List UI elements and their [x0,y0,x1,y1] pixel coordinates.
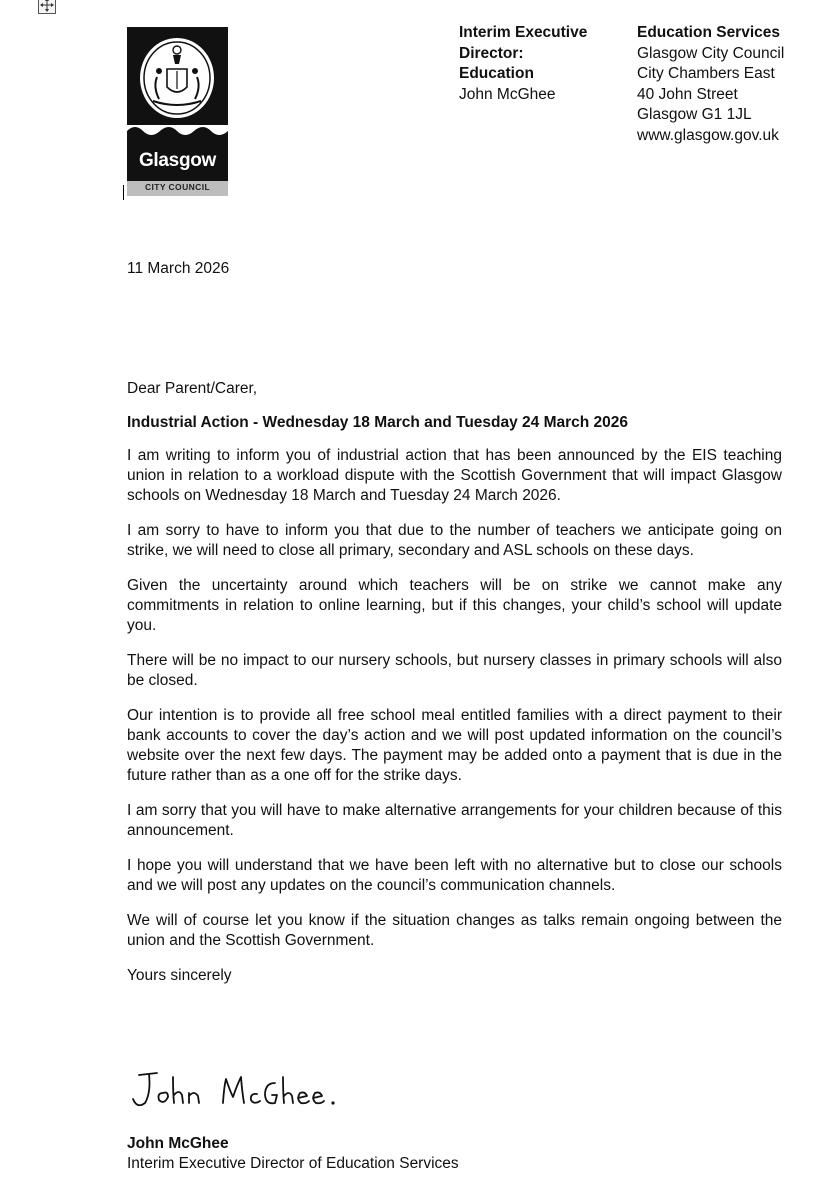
body-paragraph: I hope you will understand that we have been left with no alternative but to close our schools and we will post any updates on the council’s communication channels. [127,857,782,894]
body-paragraph: There will be no impact to our nursery schools, but nursery classes in primary schools will also be closed. [127,652,782,689]
address-line: City Chambers East [637,65,775,82]
letter-subject: Industrial Action - Wednesday 18 March and Tuesday 24 March 2026 [127,414,629,431]
letter-date: 11 March 2026 [127,260,230,277]
salutation: Dear Parent/Carer, [127,380,258,397]
website-link[interactable]: www.glasgow.gov.uk [637,126,779,144]
director-name: John McGhee [459,85,556,103]
director-heading-line-1: Interim Executive [459,24,588,41]
address-line: 40 John Street [637,85,738,103]
signer-title: Interim Executive Director of Education Services [127,1155,459,1172]
logo-name: Glasgow [138,150,217,171]
department-heading: Education Services [637,24,781,41]
address-line: Glasgow City Council [637,44,785,62]
address-block [637,23,822,146]
handwritten-signature [127,1063,347,1113]
text-cursor [123,185,124,200]
body-paragraph: Given the uncertainty around which teachers will be on strike we cannot make any commitments in relation to online learning, but if this changes, your child’s school will update you. [127,577,782,634]
move-handle-icon[interactable] [38,0,56,14]
glasgow-city-council-logo [127,27,228,196]
director-block [459,23,629,105]
body-paragraph: I am writing to inform you of industrial action that has been announced by the EIS teaching union in relation to a workload dispute with the Scottish Government that will impact Glasgow schools on Wednesday 18 March and Tuesday 24 March 2026. [127,447,782,504]
body-paragraph: Our intention is to provide all free school meal entitled families with a direct payment to their bank accounts to cover the day’s action and we will post updated information on the council’s website over the next few days. The payment may be added onto a payment that is due in the future rather than as a one off for the strike days. [127,707,782,784]
body-paragraph: I am sorry that you will have to make alternative arrangements for your children because of this announcement. [127,802,782,839]
signer-name: John McGhee [127,1135,229,1152]
director-heading-line-2: Director: [459,44,524,62]
director-heading-line-3: Education [459,65,534,82]
body-paragraph: I am sorry to have to inform you that due to the number of teachers we anticipate going on strike, we will need to close all primary, secondary and ASL schools on these days. [127,522,782,559]
address-line: Glasgow G1 1JL [637,106,752,123]
closing: Yours sincerely [127,967,232,984]
body-paragraph: We will of course let you know if the situation changes as talks remain ongoing between the union and the Scottish Government. [127,912,782,949]
logo-subtitle: CITY COUNCIL [144,182,211,192]
letter-body [127,379,782,986]
